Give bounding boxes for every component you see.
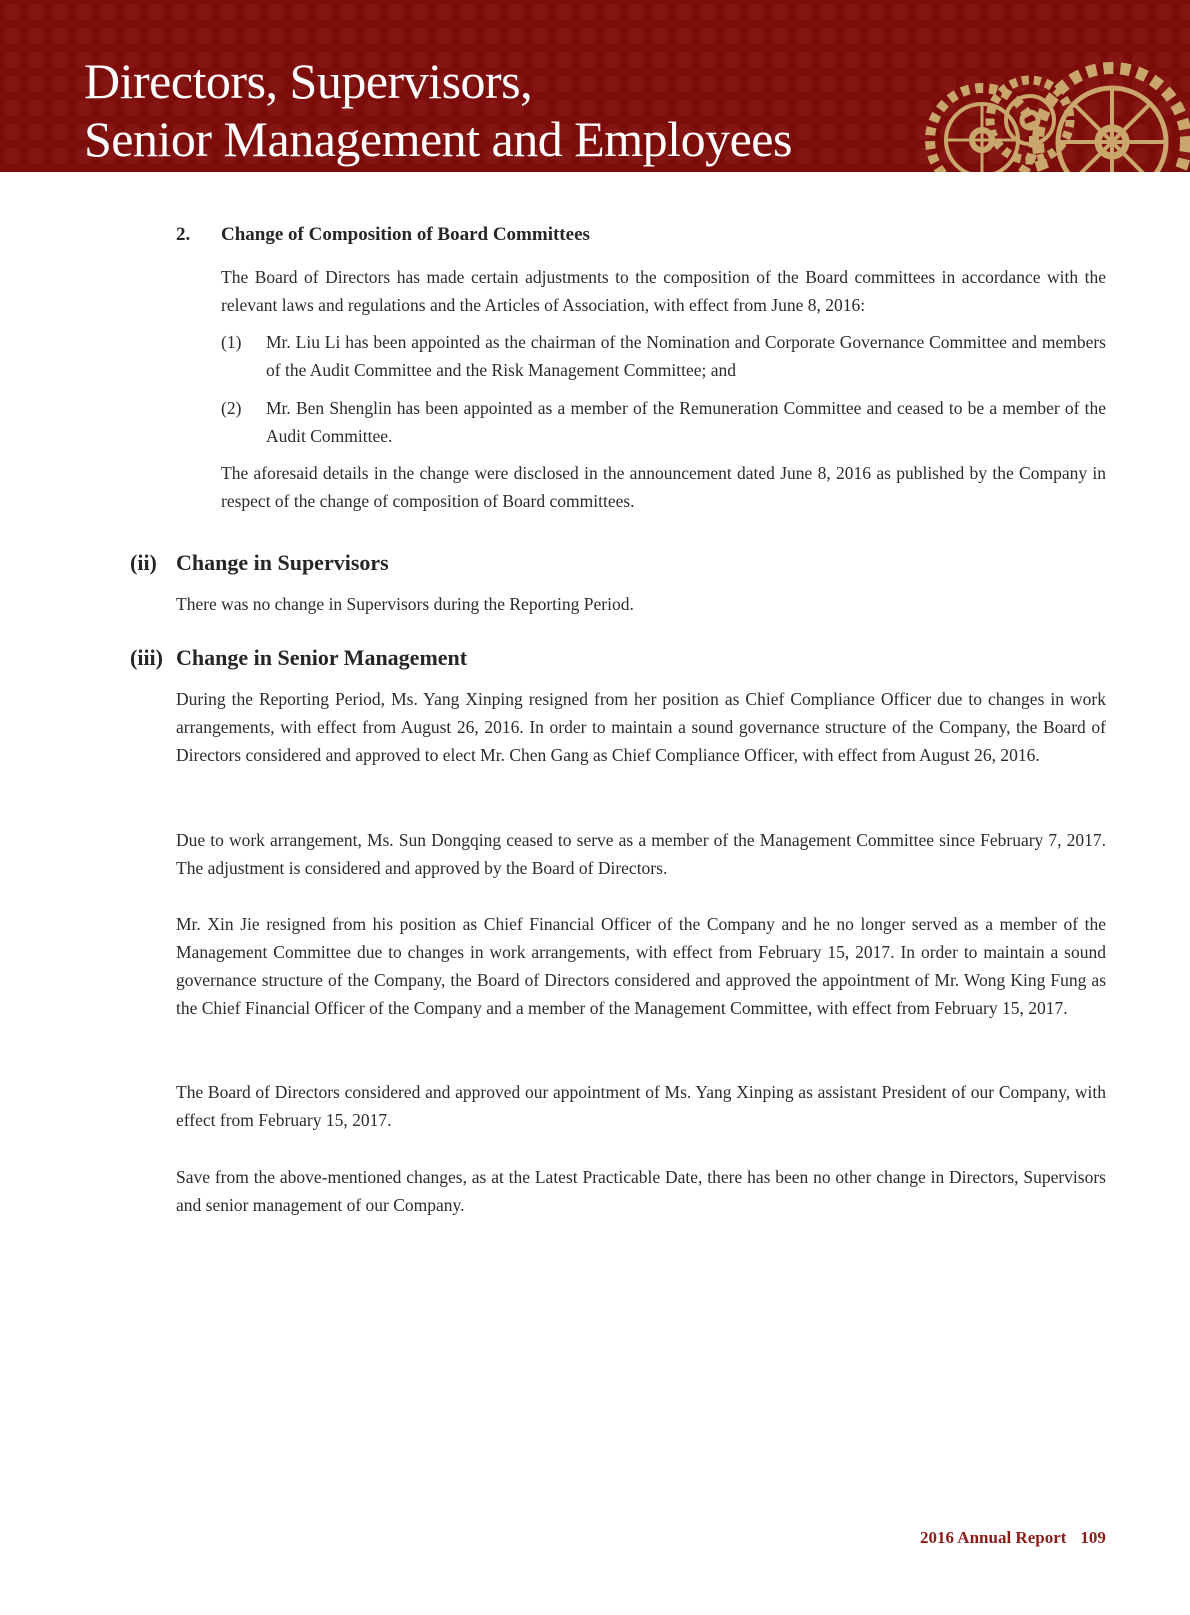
section-iii-paragraph-3: Mr. Xin Jie resigned from his position as Chief Financial Officer of the Company and he no longer served as a member of the Management Committee due to changes in work arrangements, with effect from February 15, 2017. In order to maintain a sound governance structure of the Company, the Board of Directors considered and approved the appointment of Mr. Wong King Fung as the Chief Financial Officer of the Company and a member of the Management Committee, with effect from February 15, 2017. xyxy=(176,914,1106,1018)
section-2-heading: Change of Composition of Board Committees xyxy=(221,224,590,245)
item-2-text: Mr. Ben Shenglin has been appointed as a member of the Remuneration Committee and ceased to be a member of the Audit Committee. xyxy=(266,398,1106,446)
section-iii-paragraph-2: Due to work arrangement, Ms. Sun Dongqing ceased to serve as a member of the Management Committee since February 7, 2017. The adjustment is considered and approved by the Board of Directors. xyxy=(176,830,1106,878)
report-label: 2016 Annual Report xyxy=(920,1528,1067,1547)
header-banner xyxy=(0,0,1190,172)
page-title xyxy=(84,52,792,168)
page-number: 109 xyxy=(1080,1528,1106,1547)
page-title-line-1: Directors, Supervisors, xyxy=(84,53,533,109)
item-1-marker: (1) xyxy=(221,332,242,352)
section-2-closing: The aforesaid details in the change were disclosed in the announcement dated June 8, 2016 as published by the Company in respect of the change of composition of Board committees. xyxy=(221,463,1106,511)
item-2-marker: (2) xyxy=(221,398,242,418)
section-ii-heading: Change in Supervisors xyxy=(176,550,389,575)
page-title-line-2: Senior Management and Employees xyxy=(84,111,792,167)
section-iii-paragraph-1: During the Reporting Period, Ms. Yang Xinping resigned from her position as Chief Compliance Officer due to changes in work arrangements, with effect from August 26, 2016. In order to maintain a sound governance structure of the Company, the Board of Directors considered and approved to elect Mr. Chen Gang as Chief Compliance Officer, with effect from August 26, 2016. xyxy=(176,689,1106,765)
section-iii-number: (iii) xyxy=(130,645,163,670)
section-ii-text: There was no change in Supervisors during the Reporting Period. xyxy=(176,594,634,614)
gears-illustration xyxy=(912,30,1190,172)
section-ii-number: (ii) xyxy=(130,550,157,575)
section-2-number: 2. xyxy=(176,224,191,245)
section-2-intro: The Board of Directors has made certain adjustments to the composition of the Board committees in accordance with the relevant laws and regulations and the Articles of Association, with effect from June 8, 2016: xyxy=(221,267,1106,315)
section-iii-heading: Change in Senior Management xyxy=(176,645,468,670)
page-footer xyxy=(920,1528,1150,1548)
item-1-text: Mr. Liu Li has been appointed as the chairman of the Nomination and Corporate Governance Committee and members of the Audit Committee and the Risk Management Committee; and xyxy=(266,332,1106,380)
section-iii-paragraph-5: Save from the above-mentioned changes, as at the Latest Practicable Date, there has been no other change in Directors, Supervisors and senior management of our Company. xyxy=(176,1167,1106,1215)
section-iii-paragraph-4: The Board of Directors considered and approved our appointment of Ms. Yang Xinping as assistant President of our Company, with effect from February 15, 2017. xyxy=(176,1082,1106,1130)
